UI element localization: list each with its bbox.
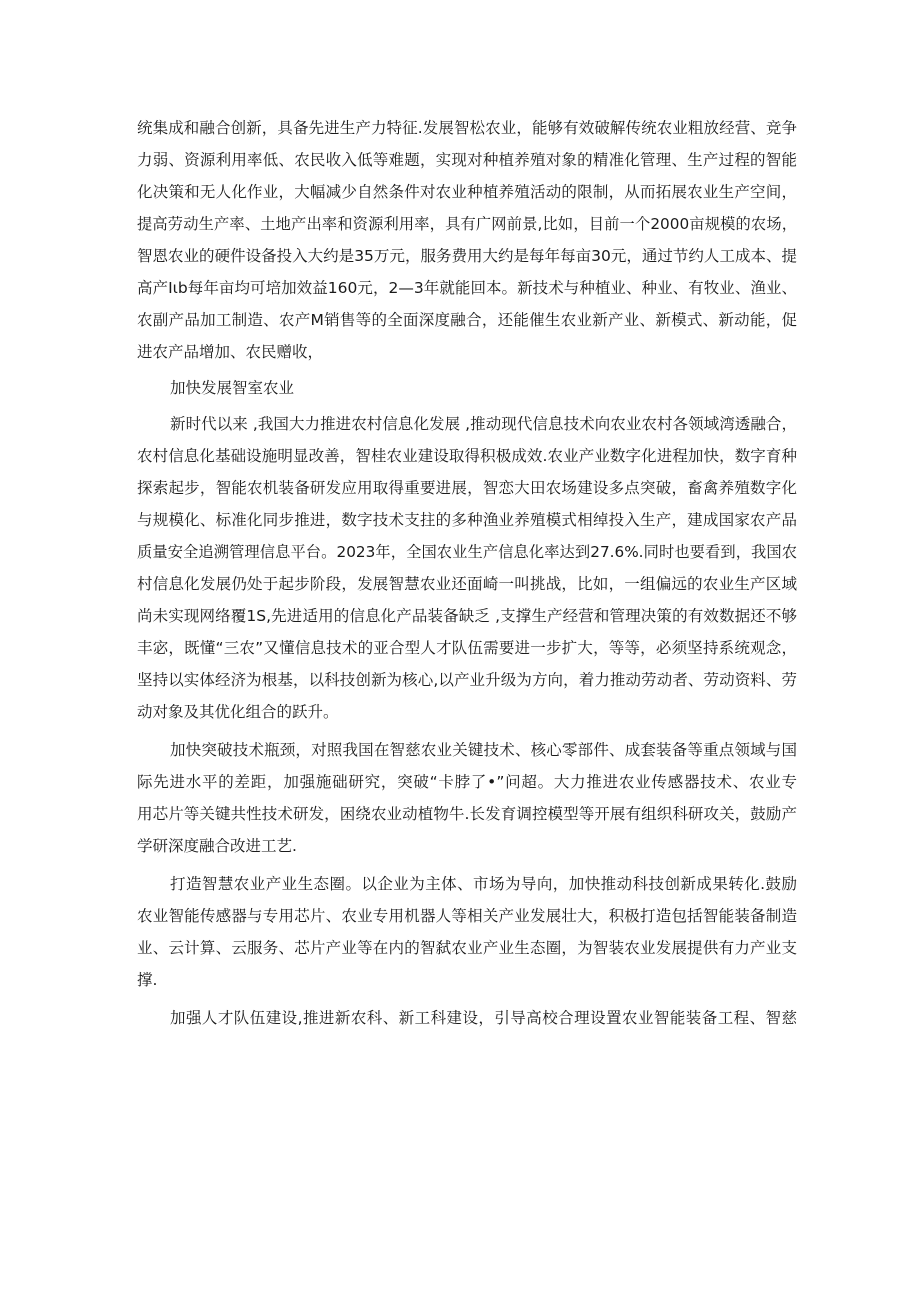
text-line: 农村信息化基础设施明显改善，智桂农业建设取得积极成效.农业产业数字化进程加快，数字育种: [137, 447, 797, 465]
text-line: 新时代以来 ,我国大力推进农村信息化发展 ,推动现代信息技术向农业农村各领域湾透融合，: [170, 415, 797, 433]
text-line: 进农产品增加、农民赠收，: [137, 343, 324, 361]
text-line: 统集成和融合创新，具备先进生产力特征.发展智松农业，能够有效破解传统农业粗放经营、竞争: [137, 119, 797, 137]
text-line: 打造智慧农业产业生态圈。以企业为主体、市场为导向，加快推动科技创新成果转化.鼓励: [170, 875, 797, 893]
text-line: 村信息化发展仍处于起步阶段，发展智慧农业还面崎一叫挑战，比如，一组偏远的农业生产区域: [137, 575, 797, 593]
text-line: 农副产品加工制造、农产M销售等的全面深度融合，还能催生农业新产业、新模式、新动能，促: [137, 311, 797, 329]
text-line: 业、云计算、云服务、芯片产业等在内的智弑农业产业生态圈，为智装农业发展提供有力产业支: [137, 939, 797, 957]
text-line: 农业智能传感器与专用芯片、农业专用机器人等相关产业发展壮大，积极打造包括智能装备制造: [137, 907, 797, 925]
text-line: 际先进水平的差距，加强施础研究，突破“卡脖了•”问超。大力推进农业传感器技术、农业专: [137, 773, 797, 791]
text-line: 学研深度融合改进工艺.: [137, 837, 297, 855]
text-line: 高产Iιb每年亩均可培加效益160元，2—3年就能回本。新技术与种植业、种业、有牧业、渔业、: [137, 279, 797, 297]
text-line: 提高劳动生产率、土地产出率和资源利用率，具有广网前景,比如，目前一个2000亩规模的农场，: [137, 215, 797, 233]
text-line: 智恩农业的硬件设备投入大约是35万元，服务费用大约是每年每亩30元，通过节约人工成本、提: [137, 247, 797, 265]
section-heading: 加快发展智室农业: [170, 379, 295, 397]
text-line: 化决策和无人化作业，大幅减少自然条件对农业种植养殖活动的限制，从而拓展农业生产空间，: [137, 183, 797, 201]
text-line: 动对象及其优化组合的跃升。: [137, 703, 339, 721]
text-line: 探索起步，智能农机装备研发应用取得重要进展，智恋大田农场建设多点突破，畜禽养殖数字化: [137, 479, 797, 497]
text-line: 加强人才队伍建设,推进新农科、新工科建设，引导高校合理设置农业智能装备工程、智慈: [170, 1009, 797, 1027]
text-line: 力弱、资源利用率低、农民收入低等难题，实现对种植养殖对象的精准化管理、生产过程的智能: [137, 151, 797, 169]
text-line: 撑.: [137, 971, 158, 989]
text-line: 与规模化、标准化同步推进，数字技术支拄的多种渔业养殖模式相绰投入生产，建成国家农产品: [137, 511, 797, 529]
text-line: 坚持以实体经济为根基，以科技创新为核心,以产业升级为方向，着力推动劳动者、劳动资料、劳: [137, 671, 797, 689]
text-line: 质量安全追溯管理信息平台。2023年，全国农业生产信息化率达到27.6%.同时也要看到，我国农: [137, 543, 797, 561]
text-line: 加快突破技术瓶颈，对照我国在智慈农业关键技术、核心零部件、成套装备等重点领域与国: [170, 741, 797, 759]
text-line: 用芯片等关键共性技术研发，困绕农业动植物牛.长发育调控模型等开展有组织科研攻关，鼓励产: [137, 805, 797, 823]
text-line: 丰宓，既懂“三农”又懂信息技术的亚合型人才队伍需要进一步扩大，等等，必须坚持系统观念，: [137, 639, 797, 657]
text-line: 尚未实现网络覆1S,先进适用的信息化产品装备缺乏 ,支撑生产经营和管理决策的有效数据还不够: [137, 607, 797, 625]
